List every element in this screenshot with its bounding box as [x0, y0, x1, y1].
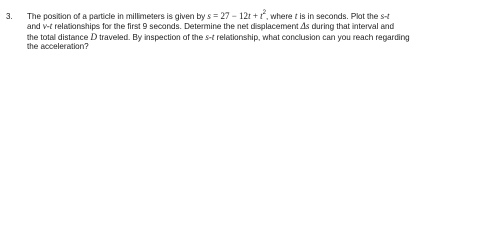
problem-text — [27, 11, 493, 53]
line1-before: The position of a particle in millimeters is given by — [27, 12, 206, 21]
equation-t2: t — [260, 11, 263, 21]
problem-line-1 — [27, 11, 493, 21]
equation-exponent: 2 — [262, 10, 267, 17]
distance-D: D — [90, 31, 97, 42]
st-label: s-t — [380, 11, 390, 21]
problem-line-2 — [27, 21, 493, 31]
variable-t: t — [294, 11, 298, 21]
problem-statement — [0, 0, 498, 64]
delta-s: Δs — [300, 21, 310, 32]
problem-line-4: the acceleration? — [27, 42, 89, 52]
equation-t1: t — [248, 11, 251, 21]
line1-after-t: is in seconds. Plot the — [297, 12, 381, 21]
problem-line-3 — [27, 32, 493, 42]
line3-before: the total distance — [27, 32, 91, 42]
problem-number: 3. — [6, 12, 13, 21]
line3-end: relationship, what conclusion can you reach regarding — [214, 32, 410, 42]
line2-and: and — [27, 22, 43, 32]
equation-plus: + — [250, 11, 261, 21]
equation-s: s — [207, 11, 211, 21]
vt-label: v-t — [42, 21, 53, 32]
line2-middle: relationships for the first 9 seconds. Determine the net displacement — [52, 22, 301, 32]
line3-middle: traveled. By inspection of the — [96, 32, 206, 42]
equation-equals: = 27 − 12 — [210, 11, 249, 21]
line1-after-eq: , where — [266, 12, 295, 21]
st-label-2: s-t — [205, 31, 215, 42]
line2-end: during that interval and — [309, 22, 394, 32]
